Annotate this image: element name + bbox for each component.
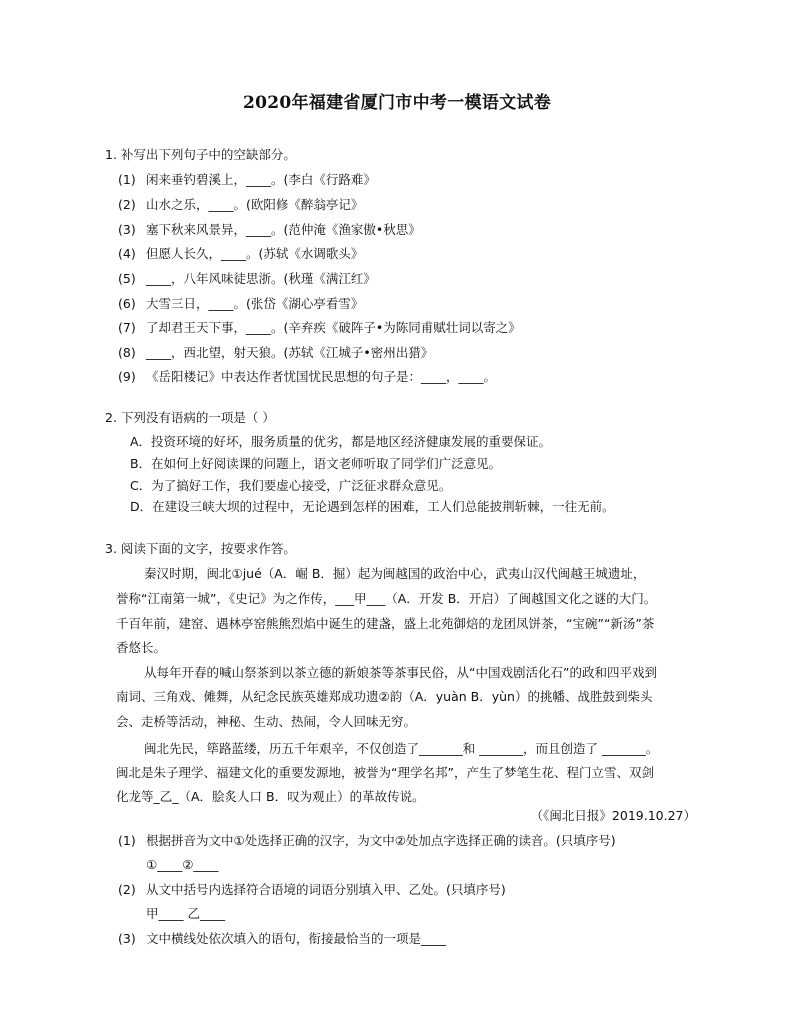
- page-title: 2020年福建省厦门市中考一模语文试卷: [242, 93, 551, 113]
- item-text: 从文中括号内选择符合语境的词语分别填入甲、乙处。(只填序号): [146, 882, 506, 897]
- q2-option-d: D．在建设三峡大坝的过程中，无论遇到怎样的困难，工人们总能披荆斩棘，一往无前。: [130, 499, 615, 514]
- item-number: (2): [118, 197, 136, 212]
- q3-answer-line: ①____②____: [146, 857, 219, 872]
- q3-answer-line: 甲____ 乙____: [146, 906, 225, 921]
- item-text: ____，西北望，射天狼。(苏轼《江城子•密州出猎》: [146, 345, 434, 360]
- q2-option-b: B．在如何上好阅读课的问题上，语文老师听取了同学们广泛意见。: [130, 456, 502, 471]
- passage-line: 千百年前，建窑、遇林亭窑熊熊烈焰中诞生的建盏，盛上北苑御焙的龙团凤饼茶，“宝碗”“新汤”茶: [116, 616, 655, 631]
- item-text: 《岳阳楼记》中表达作者忧国忧民思想的句子是：____，____。: [146, 369, 497, 384]
- item-text: 塞下秋来风景异，____。(范仲淹《渔家傲•秋思》: [146, 222, 421, 237]
- passage-line: 从每年开春的喊山祭茶到以茶立德的新娘茶等茶事民俗，从“中国戏剧活化石”的政和四平戏到: [144, 665, 657, 680]
- item-number: (3): [118, 222, 136, 237]
- question-1-stem: 1. 补写出下列句子中的空缺部分。: [105, 147, 296, 162]
- item-text: 了却君王天下事，____。(辛弃疾《破阵子•为陈同甫赋壮词以寄之》: [146, 320, 521, 335]
- q1-item: [118, 345, 433, 361]
- item-number: (2): [118, 882, 136, 897]
- item-text: 但愿人长久，____。(苏轼《水调歌头》: [146, 246, 364, 261]
- passage-line: 化龙等_乙_（A．脍炙人口 B．叹为观止）的革故传说。: [116, 789, 425, 804]
- passage-line: 秦汉时期，闽北①jué（A．崛 B．掘）起为闽越国的政治中心，武夷山汉代闽越王城遗址，: [144, 566, 646, 581]
- item-number: (6): [118, 296, 136, 311]
- item-number: (1): [118, 833, 136, 848]
- q1-item: [118, 172, 376, 188]
- q1-item: [118, 369, 496, 385]
- item-text: ____，八年风味徒思浙。(秋瑾《满江红》: [146, 271, 376, 286]
- q3-subquestion: [118, 931, 446, 947]
- passage-line: 闽北是朱子理学、福建文化的重要发源地，被誉为“理学名邦”，产生了梦笔生花、程门立雪、双剑: [116, 765, 654, 780]
- item-text: 闲来垂钓碧溪上，____。(李白《行路难》: [146, 172, 376, 187]
- item-number: (1): [118, 172, 136, 187]
- item-number: (8): [118, 345, 136, 360]
- q3-subquestion: [118, 882, 506, 898]
- passage-source: （《闽北日报》2019.10.27）: [530, 808, 696, 823]
- item-text: 文中横线处依次填入的语句，衔接最恰当的一项是____: [146, 931, 447, 946]
- item-number: (5): [118, 271, 136, 286]
- q3-subquestion: [118, 833, 616, 849]
- q2-option-c: C．为了搞好工作，我们要虚心接受，广泛征求群众意见。: [130, 478, 452, 493]
- item-text: 根据拼音为文中①处选择正确的汉字，为文中②处加点字选择正确的读音。(只填序号): [146, 833, 616, 848]
- item-number: (4): [118, 246, 136, 261]
- q2-option-a: A．投资环境的好坏，服务质量的优劣，都是地区经济健康发展的重要保证。: [130, 434, 552, 449]
- passage-line: 誉称“江南第一城”，《史记》为之作传，___甲___（A．开发 B．开启）了闽越国文化之谜的大门。: [116, 591, 657, 606]
- item-text: 大雪三日，____。(张岱《湖心亭看雪》: [146, 296, 364, 311]
- q1-item: [118, 320, 521, 336]
- q1-item: [118, 271, 376, 287]
- item-number: (3): [118, 931, 136, 946]
- item-text: 山水之乐，____。(欧阳修《醉翁亭记》: [146, 197, 364, 212]
- q1-item: [118, 222, 421, 238]
- passage-line: 香悠长。: [116, 640, 167, 655]
- passage-line: 会、走桥等活动，神秘、生动、热闹，令人回味无穷。: [116, 714, 417, 729]
- question-3-stem: 3. 阅读下面的文字，按要求作答。: [105, 541, 296, 556]
- question-2-stem: 2. 下列没有语病的一项是（ ）: [105, 410, 275, 425]
- item-number: (7): [118, 320, 136, 335]
- q1-item: [118, 296, 363, 312]
- q1-item: [118, 197, 363, 213]
- passage-line: 闽北先民，筚路蓝缕，历五千年艰辛，不仅创造了_______和 _______，而且创造了 _______。: [144, 741, 659, 756]
- item-number: (9): [118, 369, 136, 384]
- passage-line: 南词、三角戏、傩舞，从纪念民族英雄郑成功遗②韵（A．yuàn B．yùn）的挑幡、战胜鼓到柴头: [116, 689, 653, 704]
- q1-item: [118, 246, 363, 262]
